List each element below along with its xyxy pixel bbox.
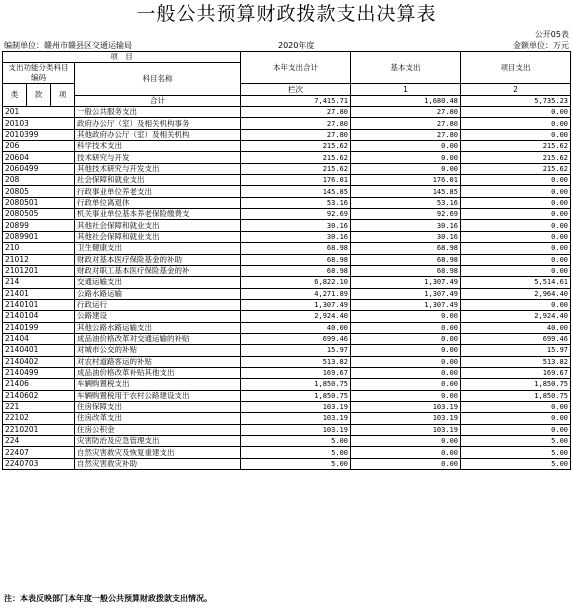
subject-name: 技术研究与开发: [75, 152, 241, 163]
project-value: 5.00: [461, 458, 571, 469]
table-row: [3, 345, 571, 356]
subject-code: 20103: [3, 118, 75, 129]
subject-code: 21404: [3, 333, 75, 344]
table-row: [3, 367, 571, 378]
subject-code: 2140602: [3, 390, 75, 401]
total-value: 53.16: [241, 197, 351, 208]
total-value: 68.98: [241, 265, 351, 276]
header-name: 科目名称: [75, 63, 241, 95]
subject-name: 行政事业单位养老支出: [75, 186, 241, 197]
total-value: 15.97: [241, 345, 351, 356]
total-value: 169.67: [241, 367, 351, 378]
table-row: [3, 424, 571, 435]
table-row: [3, 401, 571, 412]
total-value: 176.01: [241, 175, 351, 186]
subject-code: 214: [3, 277, 75, 288]
table-row: [3, 152, 571, 163]
total-value: 1,307.49: [241, 299, 351, 310]
total-value: 699.46: [241, 333, 351, 344]
total-value: 103.19: [241, 401, 351, 412]
total-value: 2,924.40: [241, 311, 351, 322]
project-value: 0.00: [461, 265, 571, 276]
subject-name: 车辆购置税用于农村公路建设支出: [75, 390, 241, 401]
subject-code: 21401: [3, 288, 75, 299]
header-basic: 基本支出: [351, 52, 461, 84]
table-row: [3, 277, 571, 288]
subject-name: 交通运输支出: [75, 277, 241, 288]
total-value: 513.82: [241, 356, 351, 367]
basic-value: 0.00: [351, 356, 461, 367]
table-row: [3, 447, 571, 458]
basic-value: 0.00: [351, 311, 461, 322]
subject-code: 2240703: [3, 458, 75, 469]
footnote: 注：本表反映部门本年度一般公共预算财政拨款支出情况。: [4, 594, 212, 603]
project-value: 0.00: [461, 424, 571, 435]
table-row: [3, 197, 571, 208]
subject-code: 2010399: [3, 129, 75, 140]
col-number-1: 1: [351, 84, 461, 95]
basic-value: 1,307.49: [351, 299, 461, 310]
project-value: 5.00: [461, 447, 571, 458]
subject-code: 2140402: [3, 356, 75, 367]
project-value: 0.00: [461, 231, 571, 242]
total-value: 6,822.10: [241, 277, 351, 288]
subject-name: 财政对职工基本医疗保险基金的补: [75, 265, 241, 276]
total-value: 5.00: [241, 447, 351, 458]
basic-value: 0.00: [351, 367, 461, 378]
subject-code: 22102: [3, 413, 75, 424]
basic-value: 0.00: [351, 447, 461, 458]
basic-value: 0.00: [351, 141, 461, 152]
sum-project: 5,735.23: [461, 95, 571, 106]
project-value: 169.67: [461, 367, 571, 378]
basic-value: 68.98: [351, 243, 461, 254]
header-item: 项 目: [3, 52, 241, 63]
subject-code: 20805: [3, 186, 75, 197]
subject-name: 对农村道路客运的补贴: [75, 356, 241, 367]
project-value: 0.00: [461, 209, 571, 220]
header-row-1: [3, 52, 571, 63]
project-value: 5.00: [461, 436, 571, 447]
sum-total: 7,415.71: [241, 95, 351, 106]
subject-name: 卫生健康支出: [75, 243, 241, 254]
subject-name: 自然灾害救灾补助: [75, 458, 241, 469]
subject-code: 21012: [3, 254, 75, 265]
sum-label: 合计: [75, 95, 241, 106]
basic-value: 0.00: [351, 436, 461, 447]
basic-value: 103.19: [351, 424, 461, 435]
subject-name: 自然灾害救灾及恢复重建支出: [75, 447, 241, 458]
basic-value: 27.80: [351, 118, 461, 129]
total-value: 215.62: [241, 141, 351, 152]
subject-code: 224: [3, 436, 75, 447]
total-value: 68.98: [241, 254, 351, 265]
project-value: 699.46: [461, 333, 571, 344]
project-value: 0.00: [461, 220, 571, 231]
project-value: 0.00: [461, 401, 571, 412]
table-row: [3, 322, 571, 333]
subject-name: 政府办公厅（室）及相关机构事务: [75, 118, 241, 129]
subject-name: 行政单位离退休: [75, 197, 241, 208]
subject-code: 22407: [3, 447, 75, 458]
form-number: 公开05表: [534, 30, 569, 39]
basic-value: 53.16: [351, 197, 461, 208]
subject-name: 其他技术研究与开发支出: [75, 163, 241, 174]
total-value: 92.69: [241, 209, 351, 220]
basic-value: 27.80: [351, 107, 461, 118]
total-value: 27.80: [241, 118, 351, 129]
basic-value: 176.01: [351, 175, 461, 186]
header-project: 项目支出: [461, 52, 571, 84]
table-row: [3, 333, 571, 344]
basic-value: 68.98: [351, 254, 461, 265]
table-row: [3, 186, 571, 197]
project-value: 5,514.61: [461, 277, 571, 288]
table-row: [3, 175, 571, 186]
basic-value: 30.16: [351, 220, 461, 231]
total-value: 5.00: [241, 436, 351, 447]
project-value: 2,964.40: [461, 288, 571, 299]
subject-code: 201: [3, 107, 75, 118]
project-value: 0.00: [461, 175, 571, 186]
basic-value: 103.19: [351, 413, 461, 424]
table-row: [3, 379, 571, 390]
subject-name: 其他公路水路运输支出: [75, 322, 241, 333]
table-row: [3, 311, 571, 322]
report-title: 一般公共预算财政拨款支出决算表: [136, 3, 437, 25]
subject-name: 公路建设: [75, 311, 241, 322]
header-kuan: 款: [27, 84, 51, 107]
subject-name: 其他政府办公厅（室）及相关机构: [75, 129, 241, 140]
basic-value: 30.16: [351, 231, 461, 242]
subject-code: 21406: [3, 379, 75, 390]
total-value: 215.62: [241, 163, 351, 174]
basic-value: 1,307.49: [351, 288, 461, 299]
sum-row: [3, 95, 571, 106]
basic-value: 0.00: [351, 390, 461, 401]
subject-name: 一般公共服务支出: [75, 107, 241, 118]
basic-value: 0.00: [351, 163, 461, 174]
table-row: [3, 163, 571, 174]
basic-value: 0.00: [351, 345, 461, 356]
subject-name: 住房改革支出: [75, 413, 241, 424]
subject-code: 2210201: [3, 424, 75, 435]
total-value: 4,271.89: [241, 288, 351, 299]
project-value: 215.62: [461, 163, 571, 174]
basic-value: 0.00: [351, 379, 461, 390]
money-unit: 金额单位：万元: [513, 41, 569, 50]
sum-basic: 1,680.48: [351, 95, 461, 106]
unit-line: [4, 41, 569, 51]
project-value: 215.62: [461, 152, 571, 163]
header-xiang: 项: [51, 84, 75, 107]
subject-code: 2140104: [3, 311, 75, 322]
table-row: [3, 288, 571, 299]
expenditure-table: [2, 51, 571, 470]
subject-code: 2080501: [3, 197, 75, 208]
project-value: 0.00: [461, 186, 571, 197]
header-code: 支出功能分类科目编码: [3, 63, 75, 84]
project-value: 0.00: [461, 107, 571, 118]
project-value: 0.00: [461, 254, 571, 265]
table-row: [3, 254, 571, 265]
project-value: 0.00: [461, 243, 571, 254]
project-value: 40.00: [461, 322, 571, 333]
basic-value: 0.00: [351, 152, 461, 163]
unit-name: 编制单位：赣州市赣县区交通运输局: [4, 41, 132, 50]
project-value: 513.82: [461, 356, 571, 367]
subject-code: 2060499: [3, 163, 75, 174]
basic-value: 27.80: [351, 129, 461, 140]
subject-name: 对城市公交的补贴: [75, 345, 241, 356]
table-row: [3, 220, 571, 231]
subject-name: 住房保障支出: [75, 401, 241, 412]
total-value: 5.00: [241, 458, 351, 469]
subject-code: 20899: [3, 220, 75, 231]
basic-value: 145.85: [351, 186, 461, 197]
subject-name: 成品油价格改革对交通运输的补贴: [75, 333, 241, 344]
total-value: 145.85: [241, 186, 351, 197]
subject-code: 2101201: [3, 265, 75, 276]
col-number-2: 2: [461, 84, 571, 95]
table-row: [3, 265, 571, 276]
table-row: [3, 129, 571, 140]
total-value: 27.80: [241, 107, 351, 118]
total-value: 30.16: [241, 220, 351, 231]
table-row: [3, 299, 571, 310]
header-lei: 类: [3, 84, 27, 107]
report-year: 2020年度: [278, 41, 315, 50]
table-row: [3, 413, 571, 424]
subject-code: 20604: [3, 152, 75, 163]
table-row: [3, 141, 571, 152]
total-value: 68.98: [241, 243, 351, 254]
project-value: 2,924.40: [461, 311, 571, 322]
total-value: 215.62: [241, 152, 351, 163]
subject-code: 208: [3, 175, 75, 186]
subject-name: 其他社会保障和就业支出: [75, 220, 241, 231]
project-value: 215.62: [461, 141, 571, 152]
subject-code: 2140401: [3, 345, 75, 356]
header-total: 本年支出合计: [241, 52, 351, 84]
subject-code: 2080505: [3, 209, 75, 220]
rank-label: 栏次: [241, 84, 351, 95]
subject-code: 2089901: [3, 231, 75, 242]
total-value: 103.19: [241, 413, 351, 424]
subject-code: 2140101: [3, 299, 75, 310]
table-row: [3, 436, 571, 447]
project-value: 0.00: [461, 129, 571, 140]
subject-name: 成品油价格改革补贴其他支出: [75, 367, 241, 378]
subject-name: 机关事业单位基本养老保险缴费支: [75, 209, 241, 220]
total-value: 40.00: [241, 322, 351, 333]
table-row: [3, 356, 571, 367]
project-value: 0.00: [461, 299, 571, 310]
subject-name: 社会保障和就业支出: [75, 175, 241, 186]
project-value: 0.00: [461, 197, 571, 208]
total-value: 30.16: [241, 231, 351, 242]
table-row: [3, 107, 571, 118]
project-value: 1,850.75: [461, 390, 571, 401]
subject-code: 2140199: [3, 322, 75, 333]
basic-value: 92.69: [351, 209, 461, 220]
subject-name: 住房公积金: [75, 424, 241, 435]
total-value: 1,850.75: [241, 390, 351, 401]
basic-value: 0.00: [351, 322, 461, 333]
subject-code: 210: [3, 243, 75, 254]
basic-value: 1,307.49: [351, 277, 461, 288]
total-value: 1,850.75: [241, 379, 351, 390]
table-row: [3, 390, 571, 401]
basic-value: 0.00: [351, 333, 461, 344]
table-row: [3, 231, 571, 242]
project-value: 1,850.75: [461, 379, 571, 390]
project-value: 0.00: [461, 118, 571, 129]
subject-code: 2140499: [3, 367, 75, 378]
subject-name: 车辆购置税支出: [75, 379, 241, 390]
project-value: 0.00: [461, 413, 571, 424]
table-row: [3, 209, 571, 220]
project-value: 15.97: [461, 345, 571, 356]
subject-name: 其他社会保障和就业支出: [75, 231, 241, 242]
subject-code: 221: [3, 401, 75, 412]
basic-value: 68.98: [351, 265, 461, 276]
subject-code: 206: [3, 141, 75, 152]
table-row: [3, 243, 571, 254]
subject-name: 灾害防治及应急管理支出: [75, 436, 241, 447]
table-row: [3, 458, 571, 469]
basic-value: 103.19: [351, 401, 461, 412]
total-value: 27.80: [241, 129, 351, 140]
total-value: 103.19: [241, 424, 351, 435]
basic-value: 0.00: [351, 458, 461, 469]
subject-name: 行政运行: [75, 299, 241, 310]
subject-name: 公路水路运输: [75, 288, 241, 299]
subject-name: 科学技术支出: [75, 141, 241, 152]
table-row: [3, 118, 571, 129]
subject-name: 财政对基本医疗保险基金的补助: [75, 254, 241, 265]
